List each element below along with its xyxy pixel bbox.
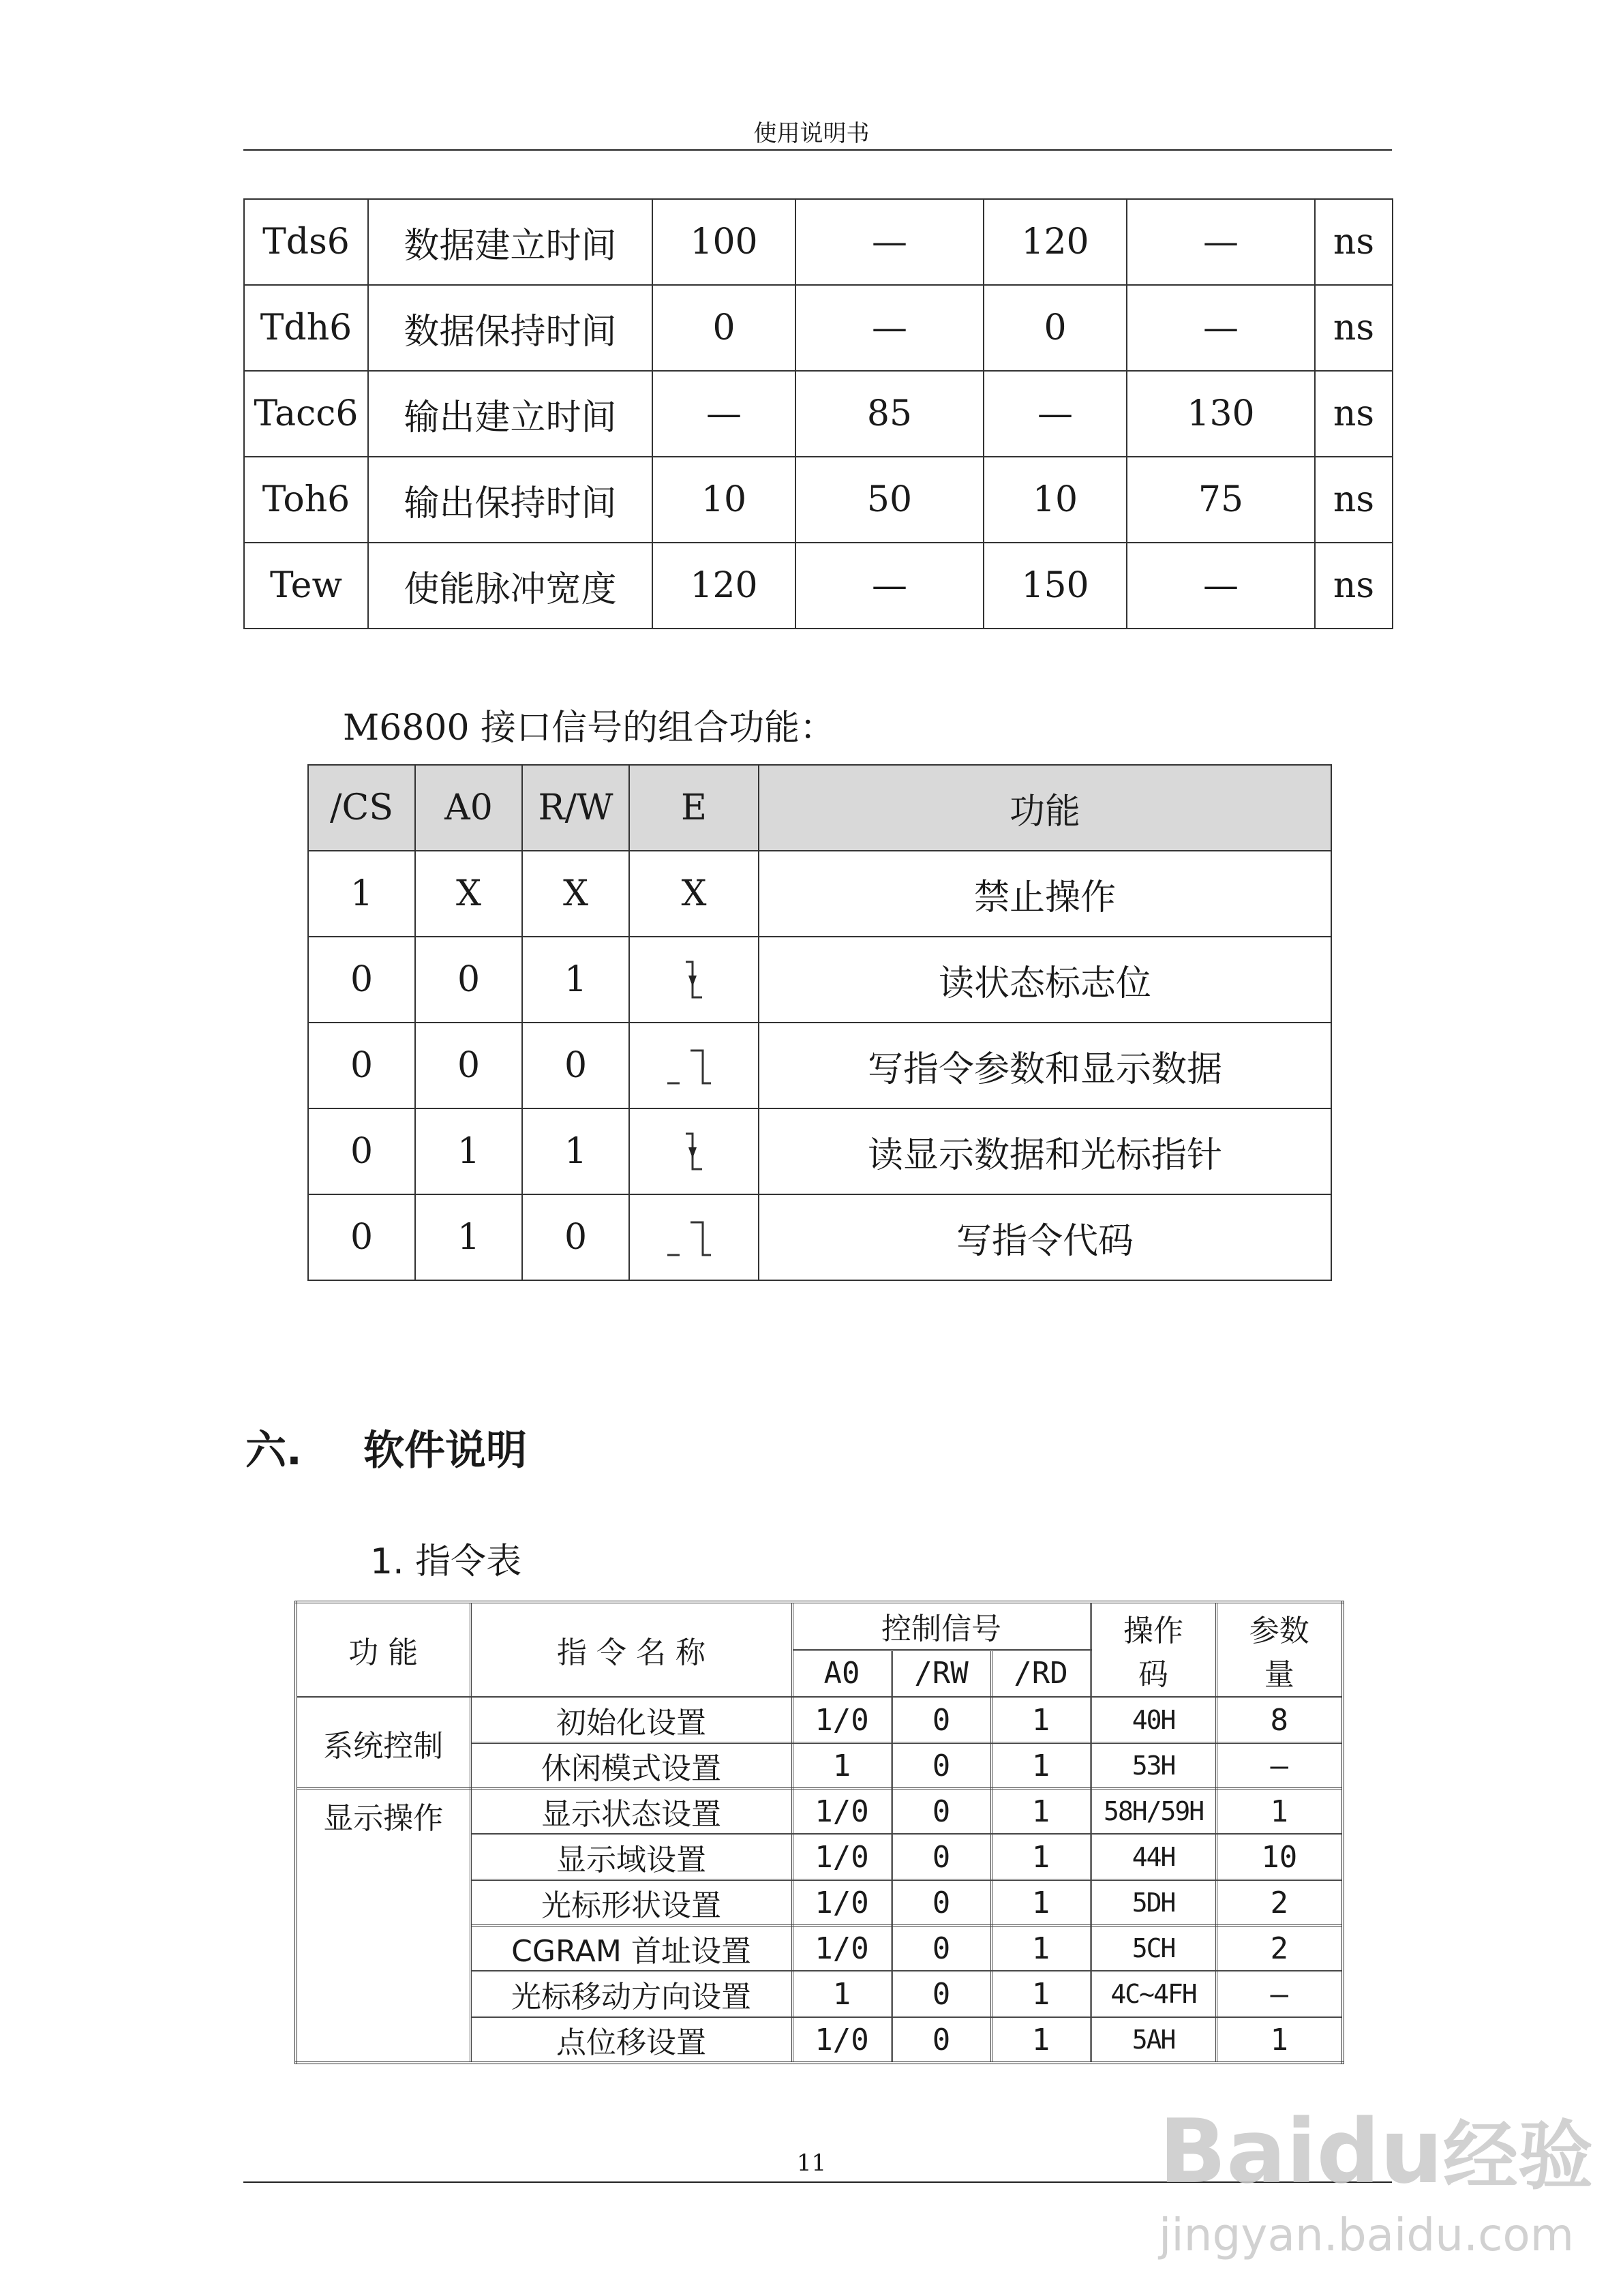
page-header-title: 使用说明书	[753, 120, 870, 147]
min-value-2: 120	[984, 199, 1127, 285]
e-cell: X	[629, 851, 759, 937]
header-opcode-line2: 码	[1138, 1657, 1169, 1692]
a0-value: 1/0	[792, 1697, 892, 1743]
min-value-1: 120	[652, 543, 795, 629]
instruction-table	[294, 1601, 1344, 2064]
min-value-2: 0	[984, 285, 1127, 371]
header-rw: R/W	[522, 765, 629, 851]
cs-cell: 0	[308, 1108, 415, 1194]
rising-edge-icon	[663, 1215, 725, 1259]
header-name: 指 令 名 称	[470, 1602, 792, 1697]
max-value-2: —	[1127, 199, 1315, 285]
header-rw: /RW	[892, 1650, 991, 1697]
a0-value: 1/0	[792, 1834, 892, 1880]
rw-value: 0	[892, 1697, 991, 1743]
max-value-1: 85	[795, 371, 984, 457]
param-count: 10	[1216, 1834, 1343, 1880]
rw-value: 0	[892, 1834, 991, 1880]
header-e: E	[629, 765, 759, 851]
unit: ns	[1315, 457, 1393, 543]
e-cell	[629, 1023, 759, 1108]
combo-row	[308, 851, 1331, 937]
rd-value: 1	[991, 1972, 1091, 2017]
a0-cell: X	[415, 851, 522, 937]
param-count: 2	[1216, 1880, 1343, 1926]
rw-value: 0	[892, 1743, 991, 1789]
min-value-1: 0	[652, 285, 795, 371]
cs-cell: 1	[308, 851, 415, 937]
param-symbol: Toh6	[244, 457, 368, 543]
header-function: 功 能	[296, 1602, 470, 1697]
unit: ns	[1315, 199, 1393, 285]
rw-value: 0	[892, 1972, 991, 2017]
timing-row	[244, 371, 1393, 457]
header-rule	[243, 149, 1392, 151]
page-number: 11	[796, 2149, 827, 2177]
instr-name: 光标移动方向设置	[470, 1972, 792, 2017]
a0-cell: 0	[415, 1023, 522, 1108]
opcode: 58H/59H	[1091, 1789, 1216, 1834]
group-label: 显示操作	[296, 1789, 470, 2064]
param-symbol: Tacc6	[244, 371, 368, 457]
watermark-brand-cn: 经验	[1442, 2113, 1593, 2200]
a0-cell: 0	[415, 937, 522, 1023]
subsection-title: 1. 指令表	[370, 1541, 522, 1582]
max-value-2: 130	[1127, 371, 1315, 457]
function-cell: 写指令参数和显示数据	[759, 1023, 1331, 1108]
min-value-2: 10	[984, 457, 1127, 543]
param-name: 使能脉冲宽度	[368, 543, 652, 629]
header-rd: /RD	[991, 1650, 1091, 1697]
param-name: 数据建立时间	[368, 199, 652, 285]
a0-cell: 1	[415, 1194, 522, 1280]
param-count: 1	[1216, 2017, 1343, 2064]
rw-value: 0	[892, 1926, 991, 1972]
max-value-1: 50	[795, 457, 984, 543]
rd-value: 1	[991, 1789, 1091, 1834]
cs-cell: 0	[308, 1023, 415, 1108]
a0-cell: 1	[415, 1108, 522, 1194]
combo-header-row	[308, 765, 1331, 851]
param-symbol: Tds6	[244, 199, 368, 285]
cs-cell: 0	[308, 1194, 415, 1280]
max-value-1: —	[795, 199, 984, 285]
falling-edge-icon	[680, 958, 708, 1001]
header-cs: /CS	[308, 765, 415, 851]
rd-value: 1	[991, 1697, 1091, 1743]
e-cell	[629, 1194, 759, 1280]
header-params	[1216, 1602, 1343, 1697]
rw-value: 0	[892, 1789, 991, 1834]
rw-cell: 1	[522, 1108, 629, 1194]
header-a0: A0	[792, 1650, 892, 1697]
param-symbol: Tdh6	[244, 285, 368, 371]
a0-value: 1/0	[792, 1926, 892, 1972]
header-params-line2: 量	[1264, 1657, 1294, 1692]
combo-caption: M6800 接口信号的组合功能：	[343, 708, 836, 749]
param-count: —	[1216, 1972, 1343, 2017]
function-cell: 读状态标志位	[759, 937, 1331, 1023]
combo-row	[308, 937, 1331, 1023]
header-opcode	[1091, 1602, 1216, 1697]
param-count: —	[1216, 1743, 1343, 1789]
unit: ns	[1315, 543, 1393, 629]
opcode: 53H	[1091, 1743, 1216, 1789]
rd-value: 1	[991, 2017, 1091, 2064]
rw-value: 0	[892, 2017, 991, 2064]
instr-name: 休闲模式设置	[470, 1743, 792, 1789]
e-cell	[629, 1108, 759, 1194]
opcode: 4C~4FH	[1091, 1972, 1216, 2017]
header-opcode-line1: 操作	[1123, 1614, 1184, 1648]
watermark-brand-text: Baidu	[1159, 2100, 1443, 2203]
unit: ns	[1315, 285, 1393, 371]
timing-row	[244, 199, 1393, 285]
rising-edge-icon	[663, 1044, 725, 1087]
param-name: 输出建立时间	[368, 371, 652, 457]
max-value-2: —	[1127, 285, 1315, 371]
combo-row	[308, 1023, 1331, 1108]
param-name: 输出保持时间	[368, 457, 652, 543]
header-params-line1: 参数	[1249, 1614, 1309, 1648]
max-value-1: —	[795, 543, 984, 629]
param-count: 1	[1216, 1789, 1343, 1834]
instr-name: 显示域设置	[470, 1834, 792, 1880]
a0-value: 1/0	[792, 1789, 892, 1834]
instruction-row	[296, 1697, 1343, 1743]
param-count: 2	[1216, 1926, 1343, 1972]
max-value-1: —	[795, 285, 984, 371]
header-control: 控制信号	[792, 1602, 1091, 1650]
function-cell: 写指令代码	[759, 1194, 1331, 1280]
watermark-brand	[1159, 2096, 1593, 2204]
section-title: 软件说明	[363, 1427, 527, 1475]
instr-name: 显示状态设置	[470, 1789, 792, 1834]
cs-cell: 0	[308, 937, 415, 1023]
instr-name: 点位移设置	[470, 2017, 792, 2064]
falling-edge-icon	[680, 1130, 708, 1173]
instr-name: CGRAM 首址设置	[470, 1926, 792, 1972]
a0-value: 1	[792, 1972, 892, 2017]
group-label: 系统控制	[296, 1697, 470, 1789]
opcode: 5CH	[1091, 1926, 1216, 1972]
a0-value: 1	[792, 1743, 892, 1789]
combo-row	[308, 1108, 1331, 1194]
rd-value: 1	[991, 1743, 1091, 1789]
timing-row	[244, 285, 1393, 371]
min-value-1: 10	[652, 457, 795, 543]
opcode: 5AH	[1091, 2017, 1216, 2064]
header-a0: A0	[415, 765, 522, 851]
instruction-row	[296, 1789, 1343, 1834]
function-cell: 禁止操作	[759, 851, 1331, 937]
a0-value: 1/0	[792, 2017, 892, 2064]
opcode: 44H	[1091, 1834, 1216, 1880]
param-symbol: Tew	[244, 543, 368, 629]
e-cell	[629, 937, 759, 1023]
instr-name: 初始化设置	[470, 1697, 792, 1743]
rw-value: 0	[892, 1880, 991, 1926]
timing-table	[243, 198, 1393, 629]
opcode: 5DH	[1091, 1880, 1216, 1926]
rd-value: 1	[991, 1926, 1091, 1972]
section-number: 六.	[245, 1427, 302, 1475]
function-cell: 读显示数据和光标指针	[759, 1108, 1331, 1194]
timing-row	[244, 543, 1393, 629]
a0-value: 1/0	[792, 1880, 892, 1926]
rd-value: 1	[991, 1834, 1091, 1880]
combo-row	[308, 1194, 1331, 1280]
header-function: 功能	[759, 765, 1331, 851]
min-value-2: —	[984, 371, 1127, 457]
max-value-2: 75	[1127, 457, 1315, 543]
param-name: 数据保持时间	[368, 285, 652, 371]
rw-cell: X	[522, 851, 629, 937]
instr-name: 光标形状设置	[470, 1880, 792, 1926]
unit: ns	[1315, 371, 1393, 457]
max-value-2: —	[1127, 543, 1315, 629]
opcode: 40H	[1091, 1697, 1216, 1743]
timing-row	[244, 457, 1393, 543]
min-value-2: 150	[984, 543, 1127, 629]
watermark-url: jingyan.baidu.com	[1159, 2209, 1575, 2261]
min-value-1: 100	[652, 199, 795, 285]
combo-table	[307, 764, 1332, 1281]
rw-cell: 1	[522, 937, 629, 1023]
rw-cell: 0	[522, 1194, 629, 1280]
min-value-1: —	[652, 371, 795, 457]
param-count: 8	[1216, 1697, 1343, 1743]
rw-cell: 0	[522, 1023, 629, 1108]
rd-value: 1	[991, 1880, 1091, 1926]
